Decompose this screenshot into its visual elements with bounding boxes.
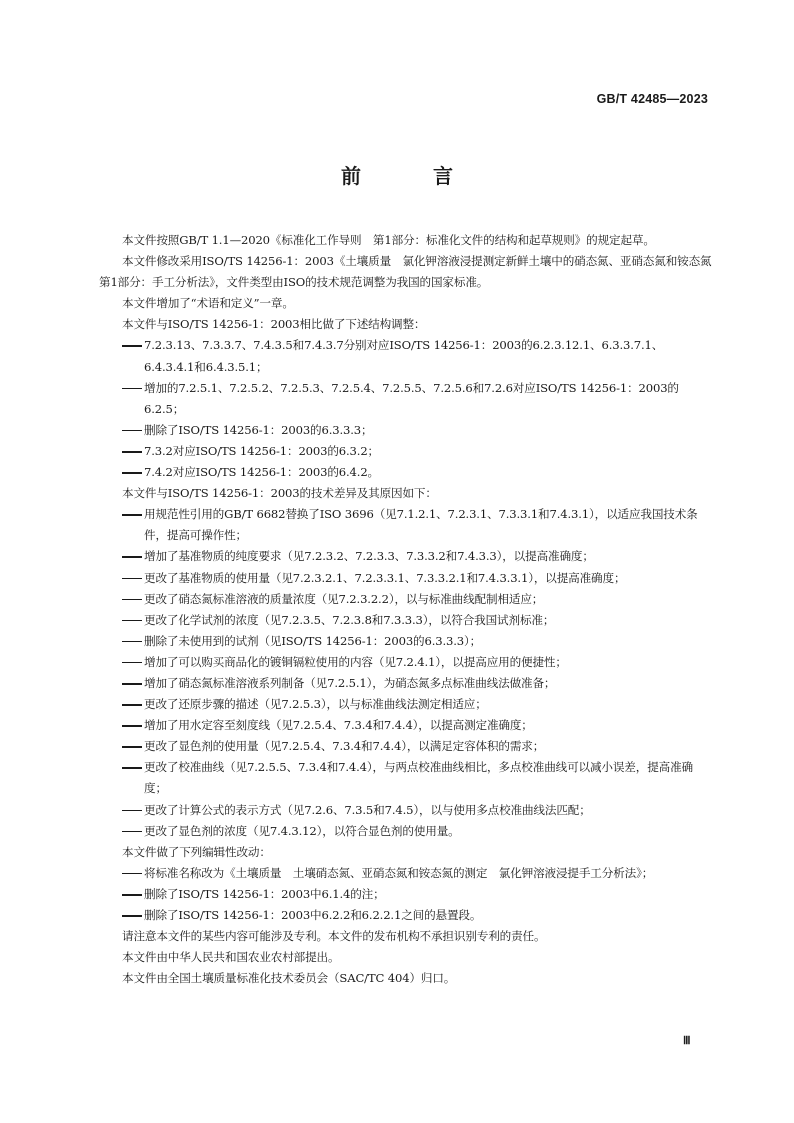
standard-code: GB/T 42485—2023 — [596, 92, 708, 106]
paragraph-patent-notice: 请注意本文件的某些内容可能涉及专利。本文件的发布机构不承担识别专利的责任。 — [122, 929, 546, 944]
list-item: 增加了硝态氮标准溶液系列制备（见7.2.5.1），为硝态氮多点标准曲线法做准备； — [122, 673, 712, 694]
list-item: 7.2.3.13、7.3.3.7、7.4.3.5和7.4.3.7分别对应ISO/TS 14256-1：2003的6.2.3.12.1、6.3.3.7.1、6.4.3.4.1和6.4.3.5.1； — [122, 335, 712, 377]
paragraph-proposer: 本文件由中华人民共和国农业农村部提出。 — [122, 950, 340, 965]
list-item: 用规范性引用的GB/T 6682替换了ISO 3696（见7.1.2.1、7.2.3.1、7.3.3.1和7.4.3.1），以适应我国技术条件，提高可操作性； — [122, 504, 712, 546]
dash-icon — [122, 894, 142, 896]
editorial-changes-list — [122, 863, 712, 926]
dash-icon — [122, 725, 142, 727]
dash-icon — [122, 599, 142, 601]
dash-icon — [122, 683, 142, 685]
list-item: 将标准名称改为《土壤质量 土壤硝态氮、亚硝态氮和铵态氮的测定 氯化钾溶液浸提手工分析法》； — [122, 863, 712, 884]
list-item: 删除了ISO/TS 14256-1：2003中6.2.2和6.2.2.1之间的悬置段。 — [122, 905, 712, 926]
list-item: 更改了化学试剂的浓度（见7.2.3.5、7.2.3.8和7.3.3.3），以符合我国试剂标准； — [122, 610, 712, 631]
page-number: Ⅲ — [683, 1035, 691, 1047]
dash-icon — [122, 620, 142, 622]
list-item: 更改了还原步骤的描述（见7.2.5.3），以与标准曲线法测定相适应； — [122, 694, 712, 715]
list-item: 更改了校准曲线（见7.2.5.5、7.3.4和7.4.4），与两点校准曲线相比，多点校准曲线可以减小误差，提高准确度； — [122, 757, 712, 799]
structural-changes-list — [122, 335, 712, 483]
list-item: 7.4.2对应ISO/TS 14256-1：2003的6.4.2。 — [122, 462, 712, 483]
paragraph-structural-intro: 本文件与ISO/TS 14256-1：2003相比做了下述结构调整： — [122, 317, 426, 332]
dash-icon — [122, 662, 142, 664]
list-item: 删除了ISO/TS 14256-1：2003的6.3.3.3； — [122, 420, 712, 441]
list-item: 增加了基准物质的纯度要求（见7.2.3.2、7.2.3.3、7.3.3.2和7.4.3.3），以提高准确度； — [122, 546, 712, 567]
list-item: 更改了计算公式的表示方式（见7.2.6、7.3.5和7.4.5），以与使用多点校准曲线法匹配； — [122, 800, 712, 821]
list-item: 更改了硝态氮标准溶液的质量浓度（见7.2.3.2.2），以与标准曲线配制相适应； — [122, 589, 712, 610]
list-item: 增加了可以购买商品化的镀铜镉粒使用的内容（见7.2.4.1），以提高应用的便捷性； — [122, 652, 712, 673]
foreword-body — [99, 230, 723, 989]
dash-icon — [122, 514, 142, 516]
dash-icon — [122, 767, 142, 769]
dash-icon — [122, 831, 142, 833]
technical-differences-list — [122, 504, 712, 842]
paragraph-committee: 本文件由全国土壤质量标准化技术委员会（SAC/TC 404）归口。 — [122, 971, 456, 986]
list-item: 7.3.2对应ISO/TS 14256-1：2003的6.3.2； — [122, 441, 712, 462]
dash-icon — [122, 345, 142, 347]
dash-icon — [122, 641, 142, 643]
dash-icon — [122, 388, 142, 390]
paragraph-added-chapter: 本文件增加了“术语和定义”一章。 — [122, 296, 294, 311]
paragraph-editorial-intro: 本文件做了下列编辑性改动： — [122, 844, 271, 859]
dash-icon — [122, 915, 142, 917]
dash-icon — [122, 472, 142, 474]
list-item: 删除了未使用到的试剂（见ISO/TS 14256-1：2003的6.3.3.3）； — [122, 631, 712, 652]
list-item: 删除了ISO/TS 14256-1：2003中6.1.4的注； — [122, 884, 712, 905]
dash-icon — [122, 746, 142, 748]
list-item: 增加的7.2.5.1、7.2.5.2、7.2.5.3、7.2.5.4、7.2.5.5、7.2.5.6和7.2.6对应ISO/TS 14256-1：2003的6.2.5； — [122, 378, 712, 420]
dash-icon — [122, 704, 142, 706]
dash-icon — [122, 578, 142, 580]
dash-icon — [122, 556, 142, 558]
dash-icon — [122, 451, 142, 453]
list-item: 增加了用水定容至刻度线（见7.2.5.4、7.3.4和7.4.4），以提高测定准确度； — [122, 715, 712, 736]
dash-icon — [122, 810, 142, 812]
paragraph-adoption: 本文件修改采用ISO/TS 14256-1：2003《土壤质量 氯化钾溶液浸提测定新鲜土壤中的硝态氮、亚硝态氮和铵态氮 第1部分：手工分析法》，文件类型由ISO的技术规范调整为我国的国家标准。 — [99, 254, 723, 290]
dash-icon — [122, 873, 142, 875]
page-title: 前 言 — [341, 164, 479, 188]
list-item: 更改了显色剂的使用量（见7.2.5.4、7.3.4和7.4.4），以满足定容体积的需求； — [122, 736, 712, 757]
dash-icon — [122, 430, 142, 432]
list-item: 更改了基准物质的使用量（见7.2.3.2.1、7.2.3.3.1、7.3.3.2.1和7.4.3.3.1），以提高准确度； — [122, 568, 712, 589]
paragraph-drafting-rules: 本文件按照GB/T 1.1—2020《标准化工作导则 第1部分：标准化文件的结构和起草规则》的规定起草。 — [122, 233, 655, 247]
paragraph-technical-intro: 本文件与ISO/TS 14256-1：2003的技术差异及其原因如下： — [122, 486, 437, 501]
list-item: 更改了显色剂的浓度（见7.4.3.12），以符合显色剂的使用量。 — [122, 821, 712, 842]
